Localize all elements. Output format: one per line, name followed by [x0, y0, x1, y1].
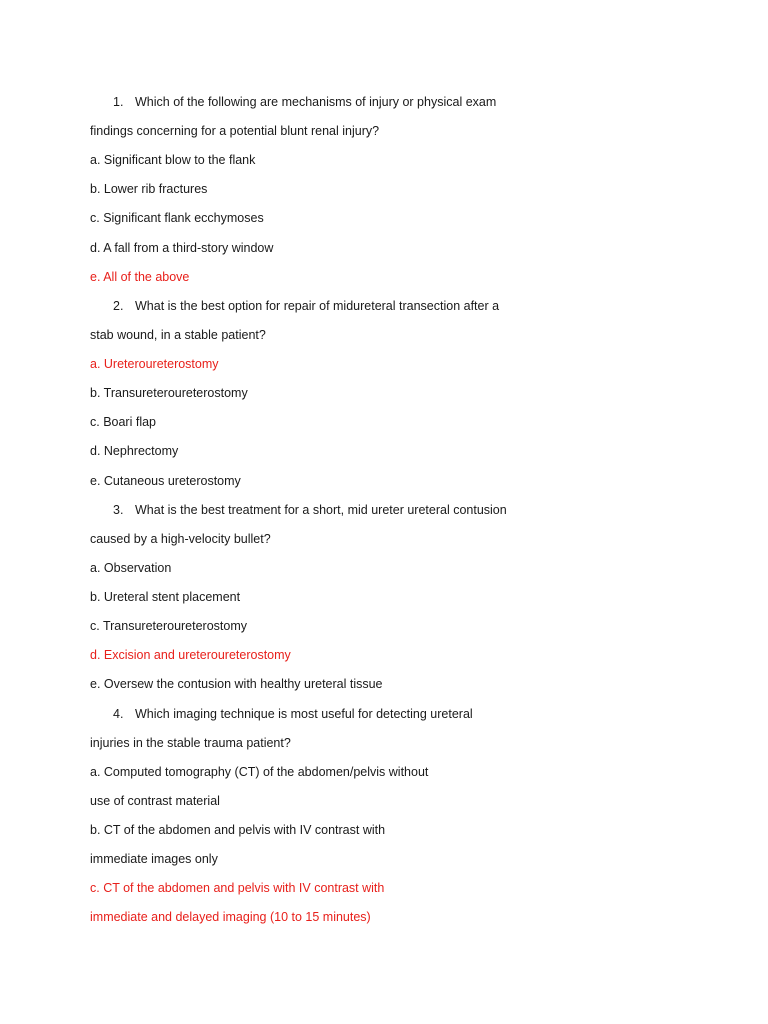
question-1-option-d: d. A fall from a third-story window [90, 241, 274, 255]
question-2-option-c: c. Boari flap [90, 415, 157, 429]
question-3-option-b: b. Ureteral stent placement [90, 590, 241, 604]
question-1-option-a: a. Significant blow to the flank [90, 153, 256, 167]
question-3-option-a: a. Observation [90, 561, 172, 575]
question-3-stem-line2: caused by a high-velocity bullet? [90, 532, 271, 546]
question-1-stem-line2: findings concerning for a potential blunt renal injury? [90, 124, 380, 138]
question-2-option-d: d. Nephrectomy [90, 444, 179, 458]
question-4-option-b-line2: immediate images only [90, 852, 218, 866]
question-2-stem-line1: 2. What is the best option for repair of midureteral transection after a [113, 299, 500, 313]
question-3-stem-line1: 3. What is the best treatment for a short, mid ureter ureteral contusion [113, 503, 507, 517]
question-4-number: 4. [113, 707, 124, 721]
question-3-option-e: e. Oversew the contusion with healthy ureteral tissue [90, 677, 383, 691]
question-3-number: 3. [113, 503, 124, 517]
question-4-stem-line1: 4. Which imaging technique is most useful for detecting ureteral [113, 707, 473, 721]
question-2-number: 2. [113, 299, 124, 313]
question-4-stem-line2: injuries in the stable trauma patient? [90, 736, 291, 750]
question-1-option-b: b. Lower rib fractures [90, 182, 208, 196]
question-3-option-d-answer: d. Excision and ureteroureterostomy [90, 648, 291, 662]
question-4-option-b-line1: b. CT of the abdomen and pelvis with IV contrast with [90, 823, 386, 837]
question-1-option-e-answer: e. All of the above [90, 270, 190, 284]
question-2-option-e: e. Cutaneous ureterostomy [90, 474, 241, 488]
question-2-option-b: b. Transureteroureterostomy [90, 386, 248, 400]
question-4-option-c-answer-line2: immediate and delayed imaging (10 to 15 minutes) [90, 910, 371, 924]
question-1-number: 1. [113, 95, 124, 109]
question-1-stem-line1: 1. Which of the following are mechanisms of injury or physical exam [113, 95, 497, 109]
question-4-option-c-answer-line1: c. CT of the abdomen and pelvis with IV contrast with [90, 881, 385, 895]
question-4-option-a-line1: a. Computed tomography (CT) of the abdomen/pelvis without [90, 765, 429, 779]
question-2-stem-line2: stab wound, in a stable patient? [90, 328, 266, 342]
question-3-option-c: c. Transureteroureterostomy [90, 619, 248, 633]
question-1-option-c: c. Significant flank ecchymoses [90, 211, 264, 225]
question-2-option-a-answer: a. Ureteroureterostomy [90, 357, 219, 371]
question-4-option-a-line2: use of contrast material [90, 794, 220, 808]
